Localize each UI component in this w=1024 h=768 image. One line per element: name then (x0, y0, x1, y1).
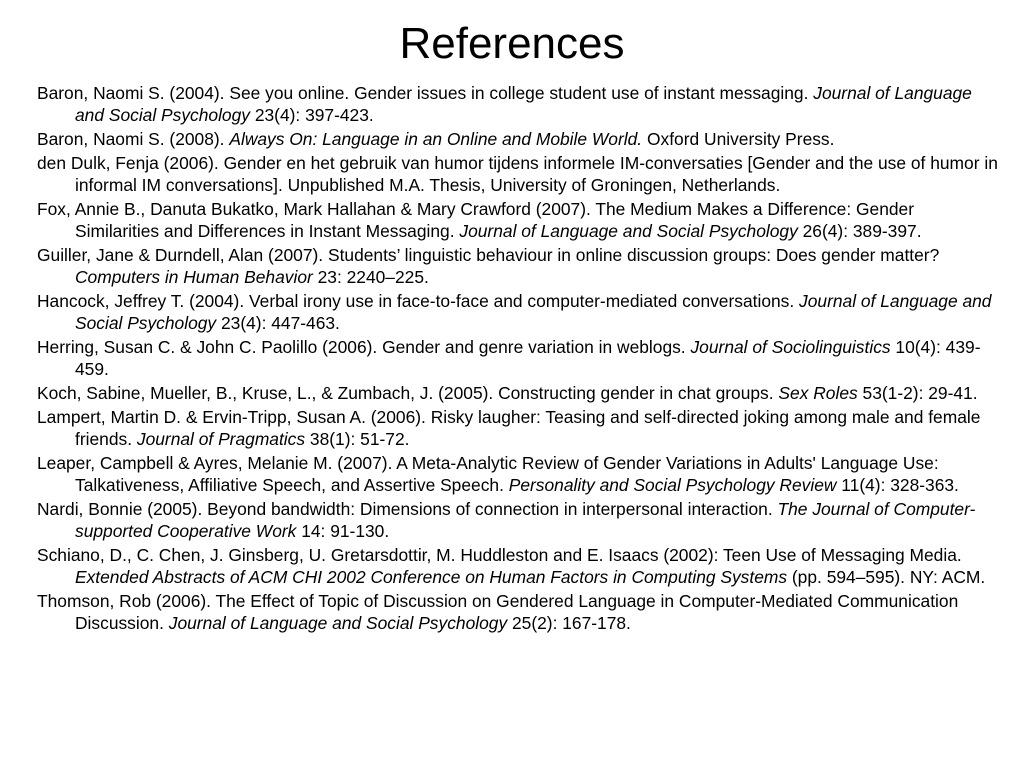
reference-item (37, 498, 1002, 542)
reference-text: Herring, Susan C. & John C. Paolillo (2006). Gender and genre variation in weblogs. (37, 337, 691, 357)
reference-item (37, 244, 1002, 288)
reference-item (37, 406, 1002, 450)
reference-text: Koch, Sabine, Mueller, B., Kruse, L., & Zumbach, J. (2005). Constructing gender in chat groups. (37, 383, 779, 403)
reference-item (37, 198, 1002, 242)
reference-source: Journal of Language and Social Psychology (75, 83, 972, 125)
reference-list (37, 82, 1002, 636)
reference-source: The Journal of Computer-supported Cooperative Work (75, 499, 976, 541)
page-title: References (399, 19, 625, 68)
reference-details: 23(4): 447-463. (216, 313, 340, 333)
reference-item (37, 82, 1002, 126)
reference-details: 26(4): 389-397. (797, 221, 922, 241)
reference-text: den Dulk, Fenja (2006). Gender en het gebruik van humor tijdens informele IM-conversaties [Gender and the use of humor in informal IM conversations]. Unpublished M.A. Thesis, University of Groningen, Netherlands. (37, 153, 998, 195)
reference-details: 23: 2240–225. (312, 267, 429, 287)
reference-item (37, 290, 1002, 334)
reference-details: 11(4): 328-363. (836, 475, 959, 495)
reference-details: (pp. 594–595). NY: ACM. (787, 567, 986, 587)
reference-source: Extended Abstracts of ACM CHI 2002 Conference on Human Factors in Computing Systems (75, 567, 788, 587)
reference-source: Journal of Language and Social Psychology (168, 613, 508, 633)
reference-source: Sex Roles (778, 383, 858, 403)
reference-details: 25(2): 167-178. (507, 613, 631, 633)
reference-source: Journal of Pragmatics (136, 429, 306, 449)
reference-details: 14: 91-130. (296, 521, 390, 541)
reference-source: Journal of Sociolinguistics (690, 337, 891, 357)
reference-details: 53(1-2): 29-41. (857, 383, 978, 403)
reference-text: Baron, Naomi S. (2008). (37, 129, 230, 149)
reference-text: Schiano, D., C. Chen, J. Ginsberg, U. Gretarsdottir, M. Huddleston and E. Isaacs (2002): Teen Use of Messaging Media. (37, 545, 962, 565)
reference-details: 23(4): 397-423. (249, 105, 374, 125)
reference-text: Lampert, Martin D. & Ervin-Tripp, Susan A. (2006). Risky laugher: Teasing and self-directed joking among male and female friends. (37, 407, 981, 449)
reference-source: Journal of Language and Social Psychology (75, 291, 992, 333)
reference-text: Thomson, Rob (2006). The Effect of Topic of Discussion on Gendered Language in Computer-Mediated Communication Discussion. (37, 591, 959, 633)
reference-text: Guiller, Jane & Durndell, Alan (2007). Students’ linguistic behaviour in online discussion groups: Does gender matter? (37, 245, 940, 265)
reference-item (37, 128, 1002, 150)
reference-source: Journal of Language and Social Psychology (459, 221, 798, 241)
reference-item (37, 590, 1002, 634)
reference-item (37, 382, 1002, 404)
reference-text: Fox, Annie B., Danuta Bukatko, Mark Hallahan & Mary Crawford (2007). The Medium Makes a Difference: Gender Similarities and Differences in Instant Messaging. (37, 199, 915, 241)
reference-text: Hancock, Jeffrey T. (2004). Verbal irony use in face-to-face and computer-mediated conversations. (37, 291, 800, 311)
reference-item (37, 336, 1002, 380)
reference-item (37, 452, 1002, 496)
reference-details: 10(4): 439-459. (75, 337, 981, 379)
reference-source: Always On: Language in an Online and Mobile World. (229, 129, 643, 149)
reference-text: Leaper, Campbell & Ayres, Melanie M. (2007). A Meta-Analytic Review of Gender Variations in Adults' Language Use: Talkativeness, Affiliative Speech, and Assertive Speech. (37, 453, 939, 495)
reference-text: Nardi, Bonnie (2005). Beyond bandwidth: Dimensions of connection in interpersonal interaction. (37, 499, 778, 519)
reference-item (37, 544, 1002, 588)
reference-text: Baron, Naomi S. (2004). See you online. Gender issues in college student use of instant messaging. (37, 83, 814, 103)
reference-details: Oxford University Press. (642, 129, 835, 149)
reference-details: 38(1): 51-72. (305, 429, 410, 449)
reference-source: Personality and Social Psychology Review (508, 475, 837, 495)
reference-item (37, 152, 1002, 196)
reference-source: Computers in Human Behavior (75, 267, 313, 287)
